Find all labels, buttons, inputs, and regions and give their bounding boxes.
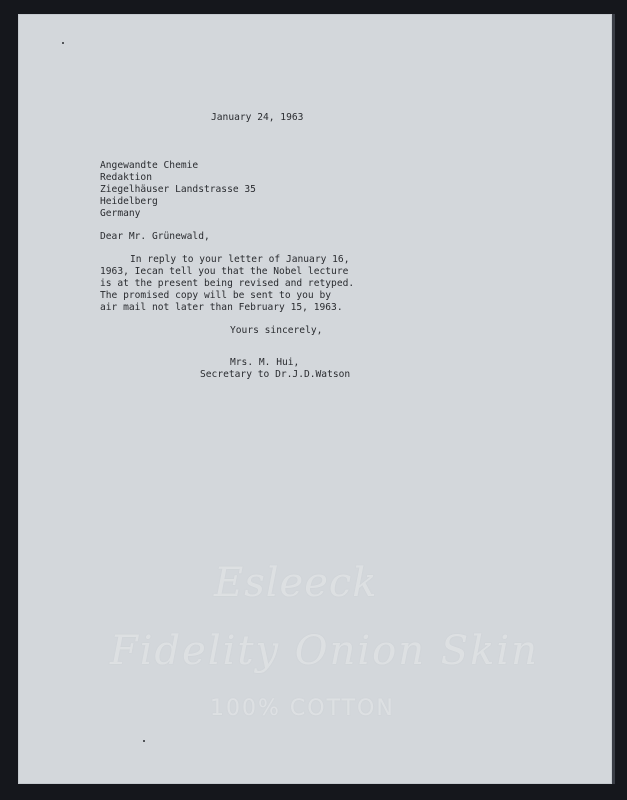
body-line-1: In reply to your letter of January 16, (130, 254, 350, 265)
watermark-product: Fidelity Onion Skin (110, 628, 539, 674)
letter-date: January 24, 1963 (211, 112, 304, 123)
recipient-line-1: Angewandte Chemie (100, 160, 199, 171)
closing: Yours sincerely, (230, 325, 323, 336)
recipient-line-5: Germany (100, 208, 141, 219)
body-line-5: air mail not later than February 15, 1963. (100, 302, 343, 313)
salutation: Dear Mr. Grünewald, (100, 231, 210, 242)
page-edge (612, 14, 615, 784)
recipient-line-2: Redaktion (100, 172, 152, 183)
body-line-4: The promised copy will be sent to you by (100, 290, 332, 301)
recipient-line-3: Ziegelhäuser Landstrasse 35 (100, 184, 256, 195)
signature-name: Mrs. M. Hui, (230, 357, 300, 368)
body-line-2: 1963, Iecan tell you that the Nobel lecture (100, 266, 349, 277)
watermark-material: 100% COTTON (210, 696, 395, 721)
recipient-line-4: Heidelberg (100, 196, 158, 207)
paper-speck (143, 740, 145, 742)
body-line-3: is at the present being revised and retyped. (100, 278, 355, 289)
signature-title: Secretary to Dr.J.D.Watson (200, 369, 351, 380)
watermark-brand: Esleeck (214, 560, 378, 606)
paper-speck (62, 42, 64, 44)
